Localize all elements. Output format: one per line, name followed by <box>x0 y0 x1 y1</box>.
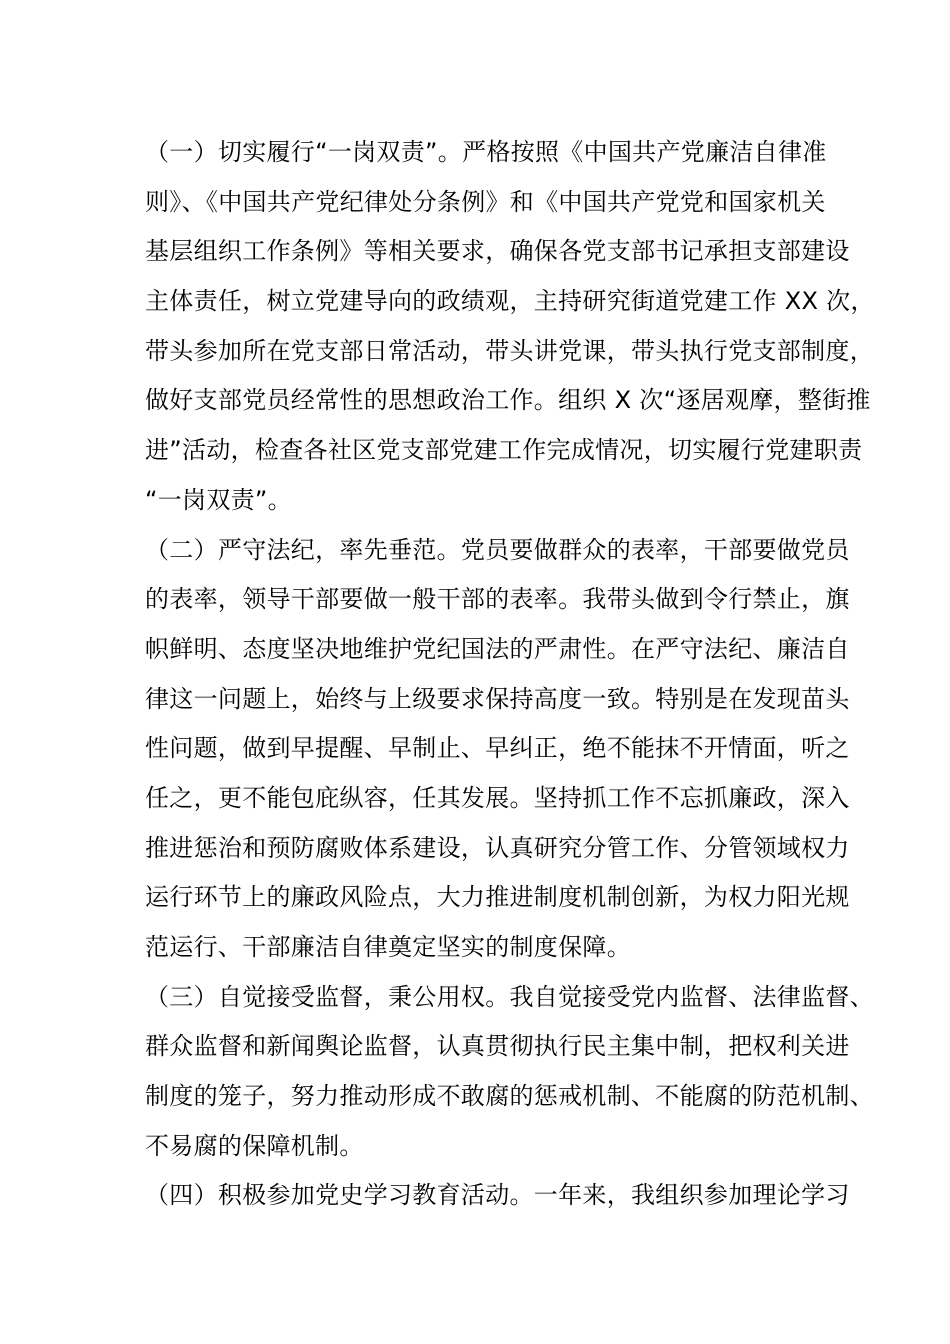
text-line: “一岗双责”。 <box>145 485 292 514</box>
text-line: 的表率，领导干部要做一般干部的表率。我带头做到令行禁止，旗 <box>145 585 850 614</box>
text-line: 帜鲜明、态度坚决地维护党纪国法的严肃性。在严守法纪、廉洁自 <box>145 634 850 663</box>
text-line: 做好支部党员经常性的思想政治工作。组织 X 次“逐居观摩，整街推 <box>145 386 871 415</box>
text-line: （四）积极参加党史学习教育活动。一年来，我组织参加理论学习 <box>145 1181 850 1210</box>
text-line: 带头参加所在党支部日常活动，带头讲党课，带头执行党支部制度， <box>145 336 874 365</box>
text-line: 性问题，做到早提醒、早制止、早纠正，绝不能抹不开情面，听之 <box>145 734 850 763</box>
text-line: 基层组织工作条例》等相关要求，确保各党支部书记承担支部建设 <box>145 237 850 266</box>
text-line: （二）严守法纪，率先垂范。党员要做群众的表率，干部要做党员 <box>145 535 850 564</box>
text-line: 推进惩治和预防腐败体系建设，认真研究分管工作、分管领域权力 <box>145 833 850 862</box>
text-line: （一）切实履行“一岗双责”。严格按照《中国共产党廉洁自律准 <box>145 138 827 166</box>
text-line: 群众监督和新闻舆论监督，认真贯彻执行民主集中制，把权利关进 <box>145 1032 850 1061</box>
text-line: 运行环节上的廉政风险点，大力推进制度机制创新，为权力阳光规 <box>145 883 850 912</box>
text-line: 律这一问题上，始终与上级要求保持高度一致。特别是在发现苗头 <box>145 684 850 713</box>
document-body <box>145 128 875 1221</box>
text-line: 进”活动，检查各社区党支部党建工作完成情况，切实履行党建职责 <box>145 436 863 465</box>
text-line: 任之，更不能包庇纵容，任其发展。坚持抓工作不忘抓廉政，深入 <box>145 783 850 812</box>
text-line: 则》、《中国共产党纪律处分条例》和《中国共产党党和国家机关 <box>145 187 826 216</box>
text-line: 主体责任，树立党建导向的政绩观，主持研究街道党建工作 XX 次， <box>145 287 875 316</box>
text-line: 不易腐的保障机制。 <box>145 1131 364 1160</box>
text-line: 制度的笼子，努力推动形成不敢腐的惩戒机制、不能腐的防范机制、 <box>145 1082 874 1111</box>
text-line: （三）自觉接受监督，秉公用权。我自觉接受党内监督、法律监督、 <box>145 982 874 1011</box>
text-line: 范运行、干部廉洁自律奠定坚实的制度保障。 <box>145 933 631 961</box>
